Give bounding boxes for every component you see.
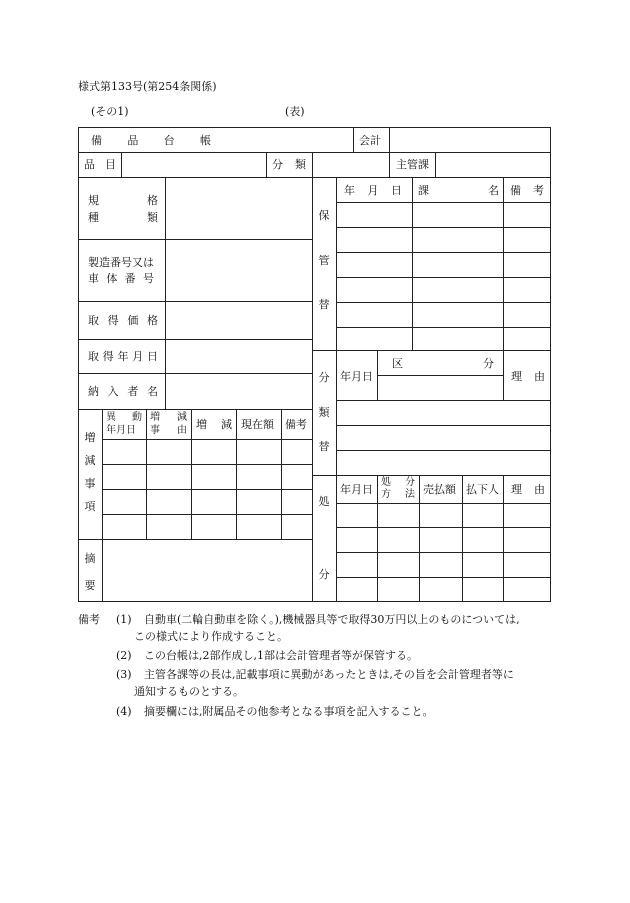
shutoku-nengappi-label: 取 得 年 月 日: [88, 350, 158, 363]
shobun-riyu-label: 理 由: [511, 483, 545, 496]
gen-riyu-2: 由: [177, 425, 187, 436]
bunrui-riyu-label: 理 由: [511, 370, 545, 383]
note-2-line-1: この台帳は,2部作成し,1部は会計管理者等が保管する。: [144, 649, 418, 662]
bunrui-nengappi-label: 年月日: [340, 370, 373, 383]
shukanka-label: 主管課: [396, 158, 429, 171]
hinmoku-label: 品 目: [84, 158, 116, 171]
nonyusha-label: 納 入 者 名: [88, 385, 158, 398]
baibaraigaku-label: 売払額: [423, 483, 456, 496]
shobun-method-2: 方 法: [381, 489, 415, 500]
hokan-mei-label: 名: [488, 184, 499, 197]
shurui-label: 種 類: [88, 211, 158, 224]
zougen-jiko-vertical: 増 減 事 項: [84, 431, 96, 513]
shobun-nengappi-label: 年月日: [340, 483, 373, 496]
zou-jiko-2: 事: [150, 425, 160, 436]
note-4-line-1: 摘要欄には,附属品その他参考となる事項を記入すること。: [144, 705, 434, 718]
note-2-num: (2): [116, 649, 132, 662]
shobun-vertical: 処 分: [318, 495, 330, 581]
ledger-title: 備 品 台 帳: [91, 134, 211, 147]
hokan-ka-label: 課: [418, 184, 429, 197]
notes-label: 備考: [78, 613, 100, 626]
bunrui-label: 分 類: [272, 158, 306, 171]
note-1-num: (1): [116, 613, 132, 626]
bunrui-ku-label: 区: [392, 357, 403, 370]
seizo-label-1: 製造番号又は: [88, 256, 154, 269]
hokan-nengappi-label: 年 月 日: [344, 184, 402, 197]
haraisage-nin-label: 払下人: [466, 483, 499, 496]
tekiyo-vertical: 摘 要: [84, 552, 96, 592]
bikou-col-label: 備考: [285, 418, 307, 431]
note-3-line-1: 主管各課等の長は,記載事項に異動があったときは,その旨を会計管理者等に: [144, 668, 514, 681]
note-3-line-2: 通知するものとする。: [134, 685, 244, 698]
zougen-col-label: 増 減: [196, 418, 232, 431]
note-3-num: (3): [116, 668, 132, 681]
hokan-gae-vertical: 保 管 替: [318, 209, 330, 311]
form-number: 様式第133号(第254条関係): [78, 80, 217, 93]
kikaku-label: 規 格: [88, 194, 158, 207]
side-label: (表): [285, 105, 305, 118]
seizo-label-2: 車 体 番 号: [88, 272, 154, 285]
shutoku-kakaku-label: 取 得 価 格: [88, 314, 158, 327]
genzaigaku-label: 現在額: [241, 418, 274, 431]
hokan-bikou-label: 備 考: [510, 184, 544, 197]
kaikei-label: 会計: [359, 134, 381, 147]
note-1-line-1: 自動車(二輪自動車を除く。),機械器具等で取得30万円以上のものについては,: [144, 613, 520, 626]
bunrui-gae-vertical: 分 類 替: [318, 371, 330, 453]
note-4-num: (4): [116, 705, 132, 718]
ido-label-1: 異 動: [106, 412, 142, 423]
ido-label-2: 年月日: [106, 425, 136, 436]
bunrui-bun-label: 分: [483, 357, 494, 370]
gen-riyu-1: 減: [177, 412, 187, 423]
shobun-method-1: 処 分: [381, 477, 415, 488]
note-1-line-2: この様式により作成すること。: [134, 630, 288, 643]
zou-jiko-1: 増: [150, 412, 160, 423]
part-label: (その1): [91, 105, 129, 118]
